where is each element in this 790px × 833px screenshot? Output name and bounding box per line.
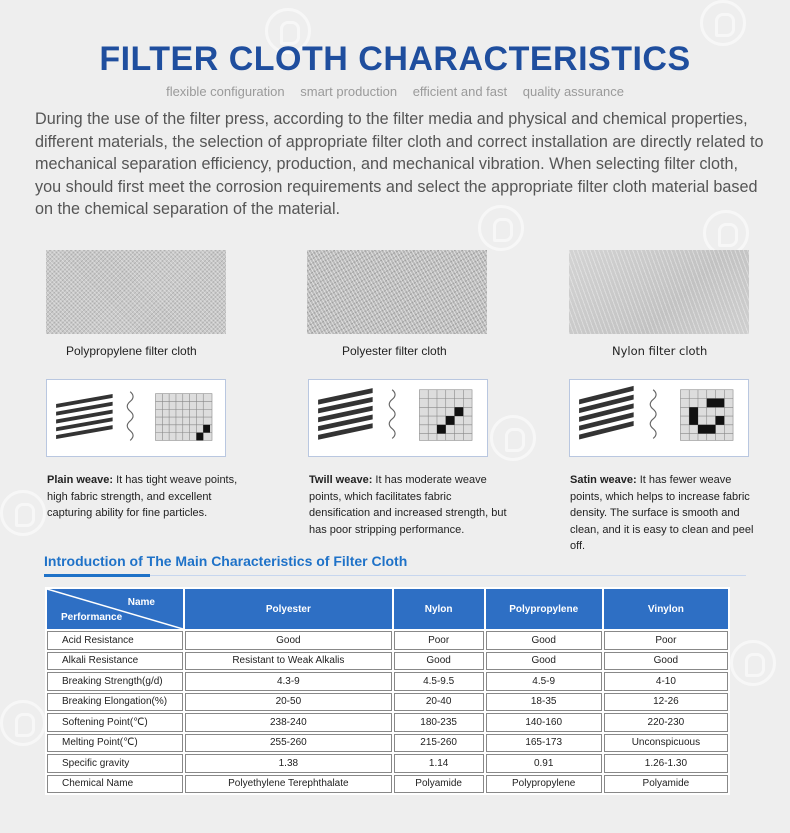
row-label: Specific gravity <box>47 754 183 773</box>
polypropylene-cloth-image <box>46 250 226 334</box>
table-cell: Good <box>185 631 392 650</box>
table-cell: Good <box>604 652 728 671</box>
characteristics-table <box>45 587 730 795</box>
watermark-logo-icon <box>730 640 776 686</box>
table-cell: 4-10 <box>604 672 728 691</box>
table-cell: 1.14 <box>394 754 484 773</box>
table-row <box>47 775 728 794</box>
twill-weave-diagram <box>308 379 488 457</box>
row-label: Breaking Elongation(%) <box>47 693 183 712</box>
table-cell: 4.5-9.5 <box>394 672 484 691</box>
table-cell: 165-173 <box>486 734 602 753</box>
row-label: Chemical Name <box>47 775 183 794</box>
tagline: smart production <box>300 84 398 99</box>
table-cell: 220-230 <box>604 713 728 732</box>
section-underline <box>44 574 150 577</box>
satin-weave-diagram <box>569 379 749 457</box>
table-corner-header <box>47 589 183 629</box>
table-row <box>47 713 728 732</box>
table-cell: 4.3-9 <box>185 672 392 691</box>
cloth-caption: Polypropylene filter cloth <box>66 344 197 358</box>
polyester-cloth-image <box>307 250 487 334</box>
plain-weave-diagram <box>46 379 226 457</box>
table-section-title: Introduction of The Main Characteristics of Filter Cloth <box>44 553 408 569</box>
table-cell: 255-260 <box>185 734 392 753</box>
table-cell: Polyethylene Terephthalate <box>185 775 392 794</box>
table-cell: Poor <box>394 631 484 650</box>
column-header: Polypropylene <box>486 589 602 629</box>
table-cell: Poor <box>604 631 728 650</box>
plain-weave-description <box>47 472 247 522</box>
table-cell: Polyamide <box>394 775 484 794</box>
table-row <box>47 734 728 753</box>
tagline: flexible configuration <box>166 84 285 99</box>
table-row <box>47 631 728 650</box>
row-label: Softening Point(℃) <box>47 713 183 732</box>
table-row <box>47 754 728 773</box>
table-row <box>47 652 728 671</box>
row-label: Acid Resistance <box>47 631 183 650</box>
table-cell: 18-35 <box>486 693 602 712</box>
table-cell: Good <box>394 652 484 671</box>
table-cell: 20-40 <box>394 693 484 712</box>
cloth-caption: Polyester filter cloth <box>342 344 447 358</box>
corner-name-label: Name <box>127 597 155 608</box>
cloth-caption: Nylon filter cloth <box>612 344 708 358</box>
weave-label: Satin weave: <box>570 474 637 486</box>
table-header-row <box>47 589 728 629</box>
tagline: efficient and fast <box>412 84 508 99</box>
table-cell: 140-160 <box>486 713 602 732</box>
tagline: quality assurance <box>522 84 624 99</box>
table-cell: 215-260 <box>394 734 484 753</box>
table-cell: 1.26-1.30 <box>604 754 728 773</box>
table-cell: 238-240 <box>185 713 392 732</box>
intro-paragraph: During the use of the filter press, according to the filter media and physical and chemical properties, different materials, the selection of appropriate filter cloth and correct installation are directly related to mechanical separation efficiency, production, and mechanical vibration. When selecting filter cloth, you should first meet the corrosion requirements and select the appropriate filter cloth material based on the chemical separation of the material. <box>35 110 764 218</box>
table-row <box>47 693 728 712</box>
weave-text: It has tight weave points, high fabric strength, and excellent capturing ability for fine particles. <box>47 474 238 520</box>
row-label: Melting Point(℃) <box>47 734 183 753</box>
table-cell: 4.5-9 <box>486 672 602 691</box>
table-cell: 0.91 <box>486 754 602 773</box>
page-title: FILTER CLOTH CHARACTERISTICS <box>99 40 691 78</box>
weave-label: Plain weave: <box>47 474 114 486</box>
tagline-row <box>0 84 790 99</box>
column-header: Vinylon <box>604 589 728 629</box>
watermark-logo-icon <box>0 700 46 746</box>
table-cell: 20-50 <box>185 693 392 712</box>
weave-label: Twill weave: <box>309 474 373 486</box>
watermark-logo-icon <box>490 415 536 461</box>
weave-text: It has moderate weave points, which facilitates fabric densification and increased strength, but has poor stripping performance. <box>309 474 507 536</box>
table-cell: 12-26 <box>604 693 728 712</box>
column-header: Polyester <box>185 589 392 629</box>
table-cell: Unconspicuous <box>604 734 728 753</box>
row-label: Alkali Resistance <box>47 652 183 671</box>
table-cell: Resistant to Weak Alkalis <box>185 652 392 671</box>
column-header: Nylon <box>394 589 484 629</box>
table-cell: 1.38 <box>185 754 392 773</box>
row-label: Breaking Strength(g/d) <box>47 672 183 691</box>
weave-text: It has fewer weave points, which helps to increase fabric density. The surface is smooth and clean, and it is easy to clean and peel off. <box>570 474 754 553</box>
table-cell: Good <box>486 652 602 671</box>
satin-weave-description <box>570 472 766 555</box>
watermark-logo-icon <box>0 490 46 536</box>
table-cell: Good <box>486 631 602 650</box>
table-cell: Polypropylene <box>486 775 602 794</box>
nylon-cloth-image <box>569 250 749 334</box>
corner-performance-label: Performance <box>61 612 123 623</box>
table-cell: Polyamide <box>604 775 728 794</box>
table-row <box>47 672 728 691</box>
twill-weave-description <box>309 472 514 538</box>
table-cell: 180-235 <box>394 713 484 732</box>
